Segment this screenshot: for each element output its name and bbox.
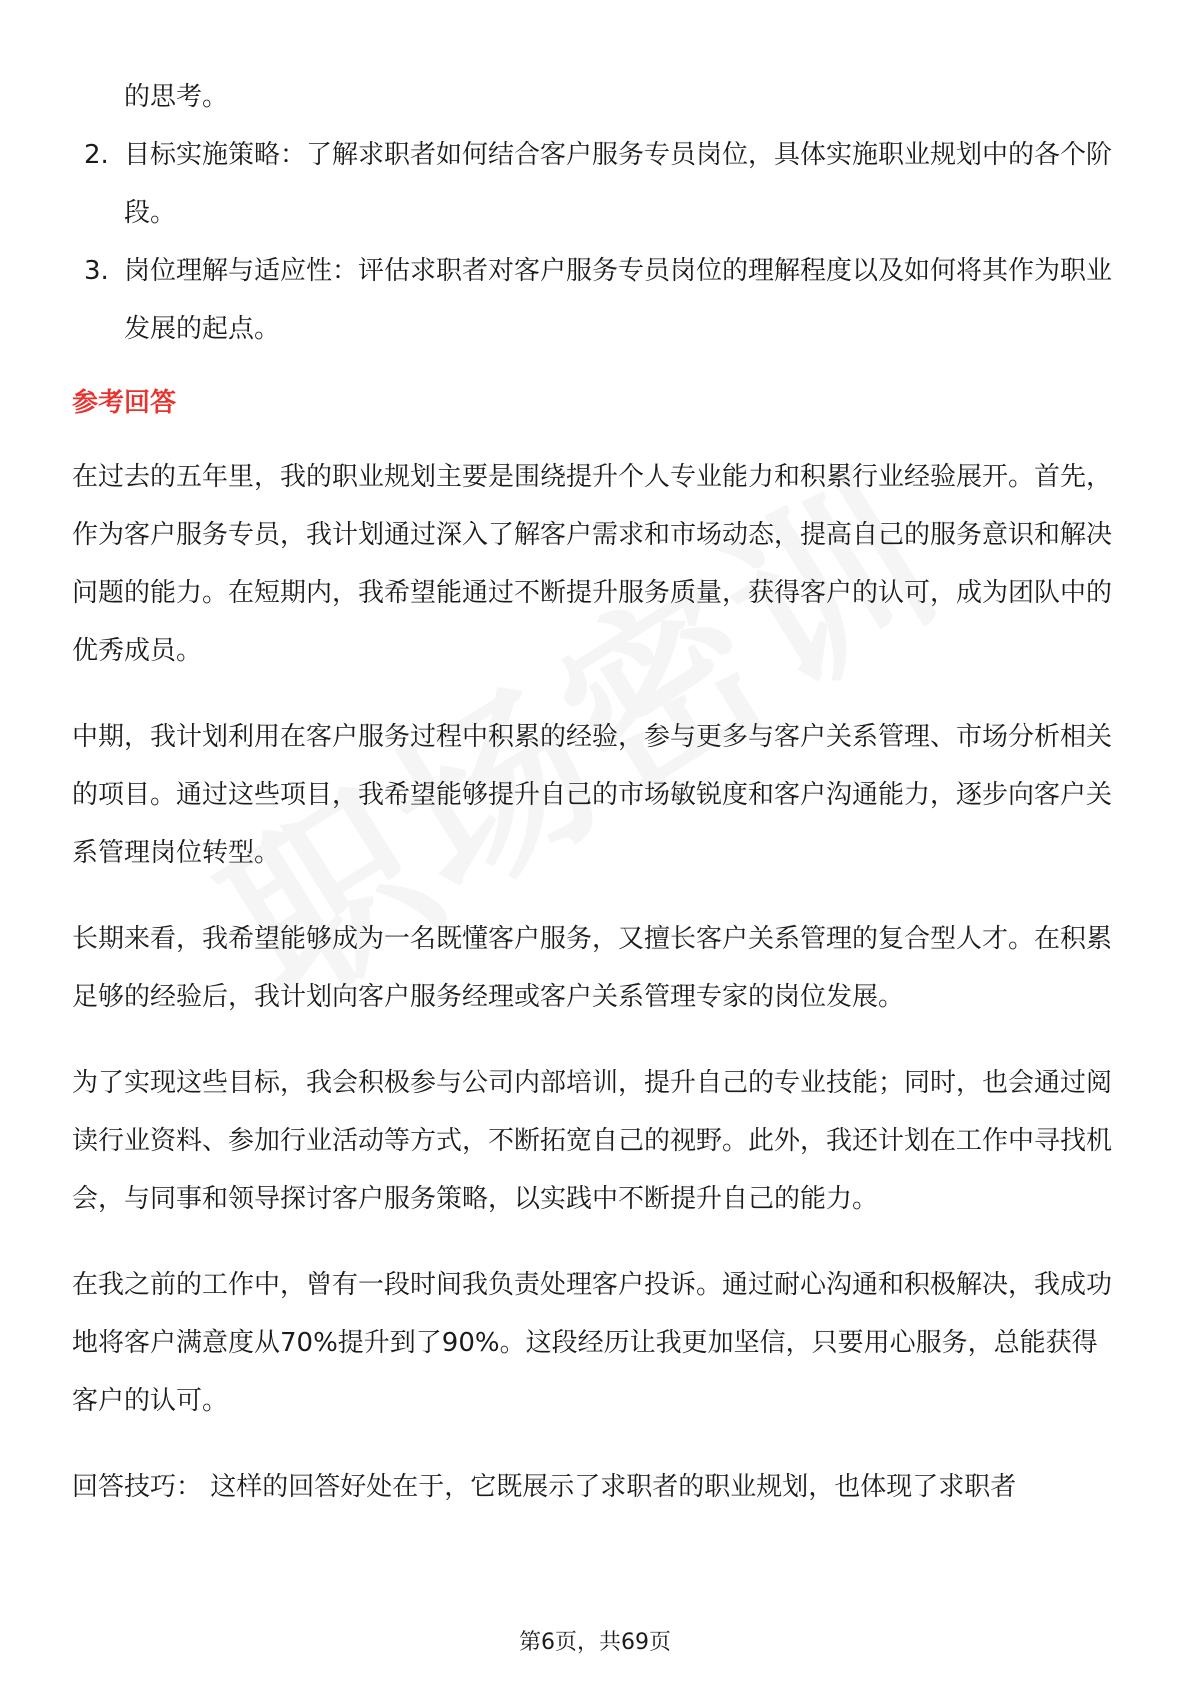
list-continuation: 的思考。 <box>124 82 229 112</box>
answer-tips-text: 这样的回答好处在于，它既展示了求职者的职业规划，也体现了求职者 <box>202 1472 1017 1502</box>
paragraph: 在我之前的工作中，曾有一段时间我负责处理客户投诉。通过耐心沟通和积极解决，我成功地将客户满意度从70%提升到了90%。这段经历让我更加坚信，只要用心服务，总能获得客户的认可。 <box>72 1270 1113 1416</box>
paragraph: 长期来看，我希望能够成为一名既懂客户服务，又擅长客户关系管理的复合型人才。在积累足够的经验后，我计划向客户服务经理或客户关系管理专家的岗位发展。 <box>72 924 1113 1012</box>
list-text: 岗位理解与适应性：评估求职者对客户服务专员岗位的理解程度以及如何将其作为职业发展的起点。 <box>124 256 1113 344</box>
list-text: 目标实施策略：了解求职者如何结合客户服务专员岗位，具体实施职业规划中的各个阶段。 <box>124 140 1113 228</box>
answer-tips-label: 回答技巧： <box>72 1472 203 1502</box>
list-item <box>72 242 1122 358</box>
page-footer: 第6页，共69页 <box>519 1630 671 1655</box>
answer-tips <box>72 1458 1122 1516</box>
section-title: 参考回答 <box>72 388 177 418</box>
list-number: 2. <box>84 140 109 170</box>
list-item <box>72 126 1122 242</box>
paragraph: 中期，我计划利用在客户服务过程中积累的经验，参与更多与客户关系管理、市场分析相关的项目。通过这些项目，我希望能够提升自己的市场敏锐度和客户沟通能力，逐步向客户关系管理岗位转型。 <box>72 722 1113 868</box>
list-number: 3. <box>84 256 109 286</box>
document-body <box>72 68 1122 1516</box>
paragraph: 在过去的五年里，我的职业规划主要是围绕提升个人专业能力和积累行业经验展开。首先，作为客户服务专员，我计划通过深入了解客户需求和市场动态，提高自己的服务意识和解决问题的能力。在短期内，我希望能通过不断提升服务质量，获得客户的认可，成为团队中的优秀成员。 <box>72 462 1113 666</box>
paragraph: 为了实现这些目标，我会积极参与公司内部培训，提升自己的专业技能；同时，也会通过阅读行业资料、参加行业活动等方式，不断拓宽自己的视野。此外，我还计划在工作中寻找机会，与同事和领导探讨客户服务策略，以实践中不断提升自己的能力。 <box>72 1068 1113 1214</box>
